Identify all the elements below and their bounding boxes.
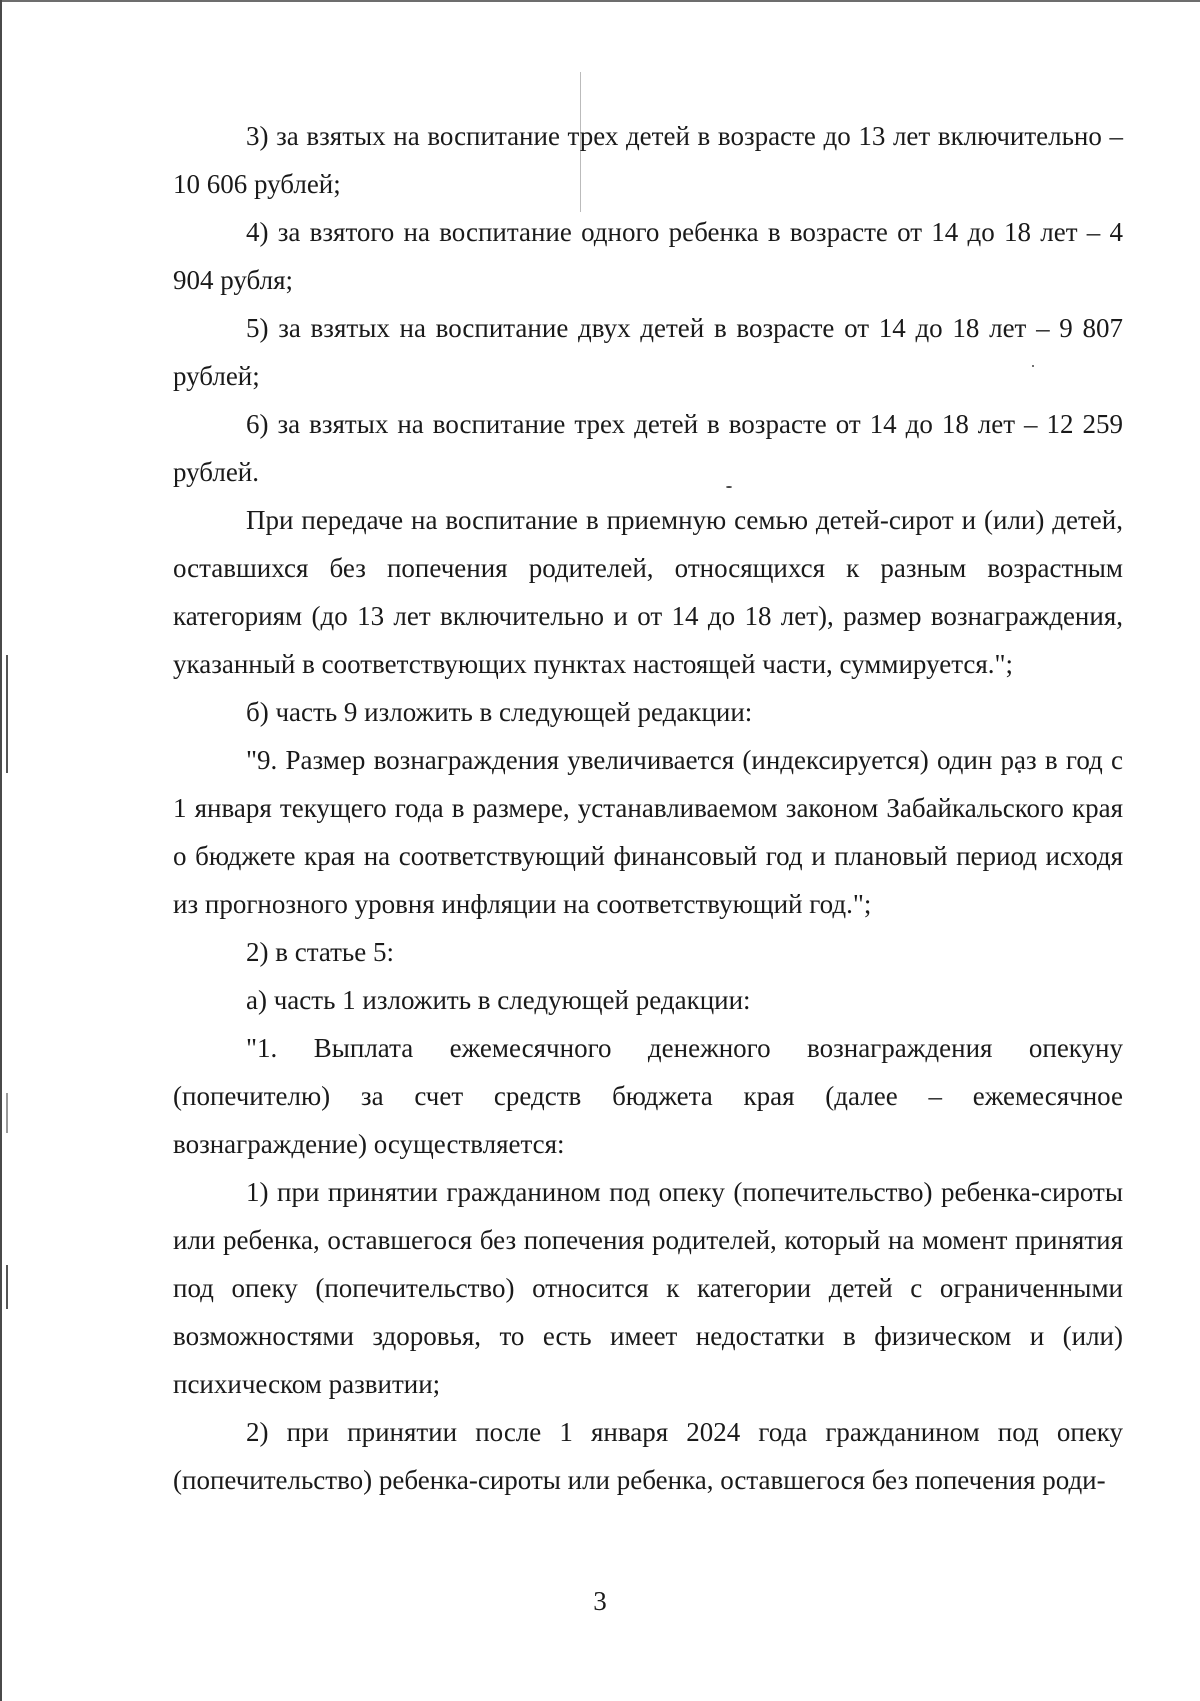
paragraph: При передаче на воспитание в приемную семью детей-сирот и (или) детей, оставшихся без попечения родителей, относящихся к разным возрастным категориям (до 13 лет включительно и от 14 до 18 лет), размер вознаграждения, указанный в соответствующих пунктах настоящей части, суммируется."; (173, 505, 1123, 679)
paragraph: 6) за взятых на воспитание трех детей в возрасте от 14 до 18 лет – 12 259 рублей. (173, 409, 1123, 487)
paragraph: 3) за взятых на воспитание трех детей в возрасте до 13 лет включительно – 10 606 рублей; (173, 121, 1123, 199)
paragraph: 2) при принятии после 1 января 2024 года гражданином под опеку (попечительство) ребенка-сироты или ребенка, оставшегося без попечения роди- (173, 1417, 1123, 1495)
paragraph: "1. Выплата ежемесячного денежного вознаграждения опекуну (попечителю) за счет средств бюджета края (далее – ежемесячное вознаграждение) осуществляется: (173, 1033, 1123, 1159)
paragraph: "9. Размер вознаграждения увеличивается (индексируется) один раз в год с 1 января текущего года в размере, устанавливаемом законом Забайкальского края о бюджете края на соответствующий финансовый год и плановый период исходя из прогнозного уровня инфляции на соответствующий год."; (173, 745, 1123, 919)
paragraph: а) часть 1 изложить в следующей редакции: (246, 985, 751, 1015)
page-number: 3 (593, 1586, 607, 1616)
document-page (173, 112, 1123, 1504)
scan-edge-top (0, 0, 1200, 2)
paragraph: 5) за взятых на воспитание двух детей в возрасте от 14 до 18 лет – 9 807 рублей; (173, 313, 1123, 391)
paragraph: 4) за взятого на воспитание одного ребенка в возрасте от 14 до 18 лет – 4 904 рубля; (173, 217, 1123, 295)
scan-edge-left (0, 0, 2, 1701)
scan-mark (6, 1093, 8, 1133)
paragraph: 2) в статье 5: (246, 937, 394, 967)
scan-mark (6, 1265, 8, 1309)
scan-mark (6, 655, 8, 773)
paragraph: 1) при принятии гражданином под опеку (попечительство) ребенка-сироты или ребенка, оставшегося без попечения родителей, который на момент принятия под опеку (попечительство) относится к категории детей с ограниченными возможностями здоровья, то есть имеет недостатки в физическом и (или) психическом развитии; (173, 1177, 1123, 1399)
paragraph: б) часть 9 изложить в следующей редакции: (246, 697, 753, 727)
